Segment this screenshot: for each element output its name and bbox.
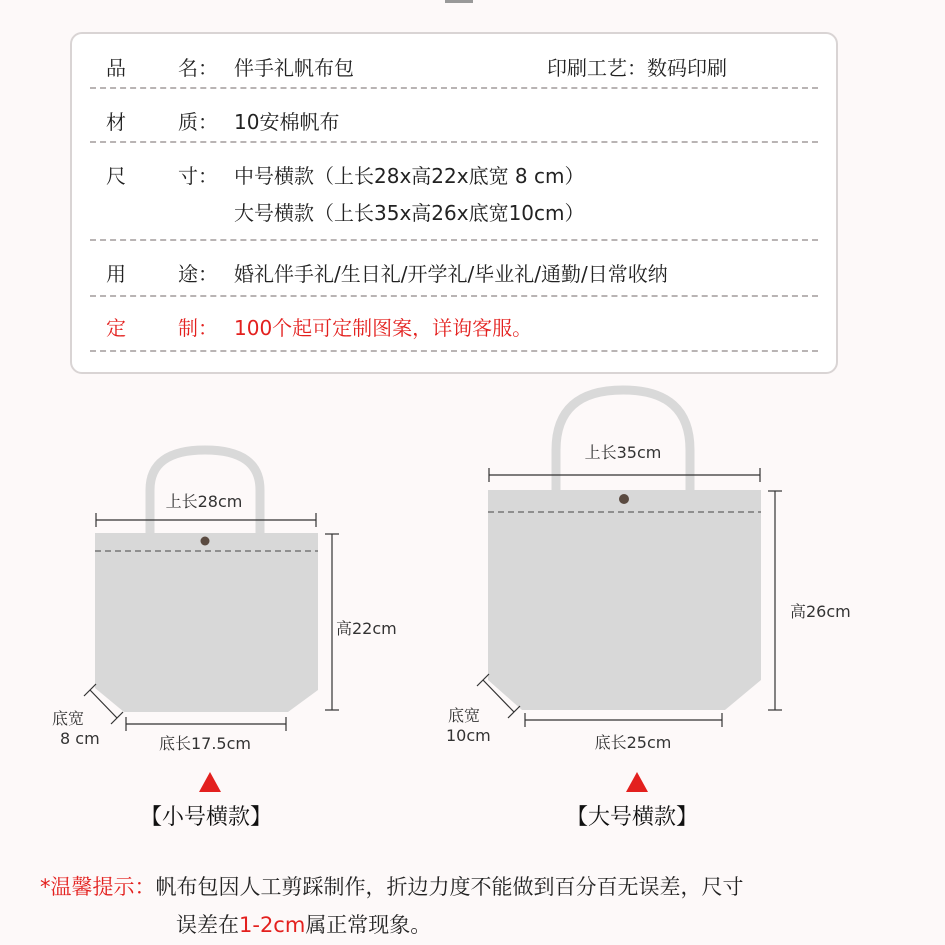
large-bag-button [619,494,629,504]
label-colon: 质： [178,110,218,134]
spec-value-use: 婚礼伴手礼/生日礼/开学礼/毕业礼/通勤/日常收纳 [234,262,668,286]
small-bottom-width-label: 底宽 [52,709,85,728]
label-colon: 寸： [178,164,218,188]
spec-value-name: 伴手礼帆布包 [234,56,354,80]
spec-value-size-large: 大号横款（上长35x高26x底宽10cm） [234,201,585,225]
small-bag-caption: 【小号横款】 [140,805,273,830]
small-bottom-width-value: 8 cm [60,729,100,748]
small-bag-body [95,533,318,712]
label-char: 用 [106,262,126,286]
note-text-2b: 属正常现象。 [305,913,432,937]
large-top-length-label: 上长35cm [584,443,662,462]
note-prefix: *温馨提示： [40,875,156,899]
large-bag-body [488,490,761,710]
large-bag-caption: 【大号横款】 [566,805,699,830]
large-red-triangle-icon [626,772,648,792]
spec-value-custom: 100个起可定制图案，详询客服。 [234,316,533,340]
warm-tip-note [40,868,920,944]
spec-value-print: 印刷工艺：数码印刷 [547,56,727,80]
label-char: 材 [106,110,126,134]
note-text-1: 帆布包因人工剪踩制作，折边力度不能做到百分百无误差，尺寸 [155,875,744,899]
spec-value-material: 10安棉帆布 [234,110,340,134]
small-bag-button [201,537,210,546]
small-bottom-length-label: 底长17.5cm [158,734,252,753]
large-bottom-width-label: 底宽 [448,706,481,725]
label-char: 尺 [106,164,126,188]
small-top-length-label: 上长28cm [165,492,243,511]
small-red-triangle-icon [199,772,221,792]
spec-value-size-medium: 中号横款（上长28x高22x底宽 8 cm） [234,164,585,188]
small-bag-diagram [52,450,410,792]
large-bottom-width-value: 10cm [446,726,491,745]
note-text-2a: 误差在 [176,913,239,937]
large-bag-diagram [446,390,860,792]
label-char: 定 [106,316,126,340]
large-bottom-length-label: 底长25cm [594,733,672,752]
small-height-label: 高22cm [336,619,397,638]
label-char: 品 [106,56,126,80]
label-colon: 制： [178,316,218,340]
label-colon: 途： [178,262,218,286]
note-highlight: 1-2cm [239,913,306,937]
large-height-label: 高26cm [790,602,851,621]
label-colon: 名： [178,56,218,80]
